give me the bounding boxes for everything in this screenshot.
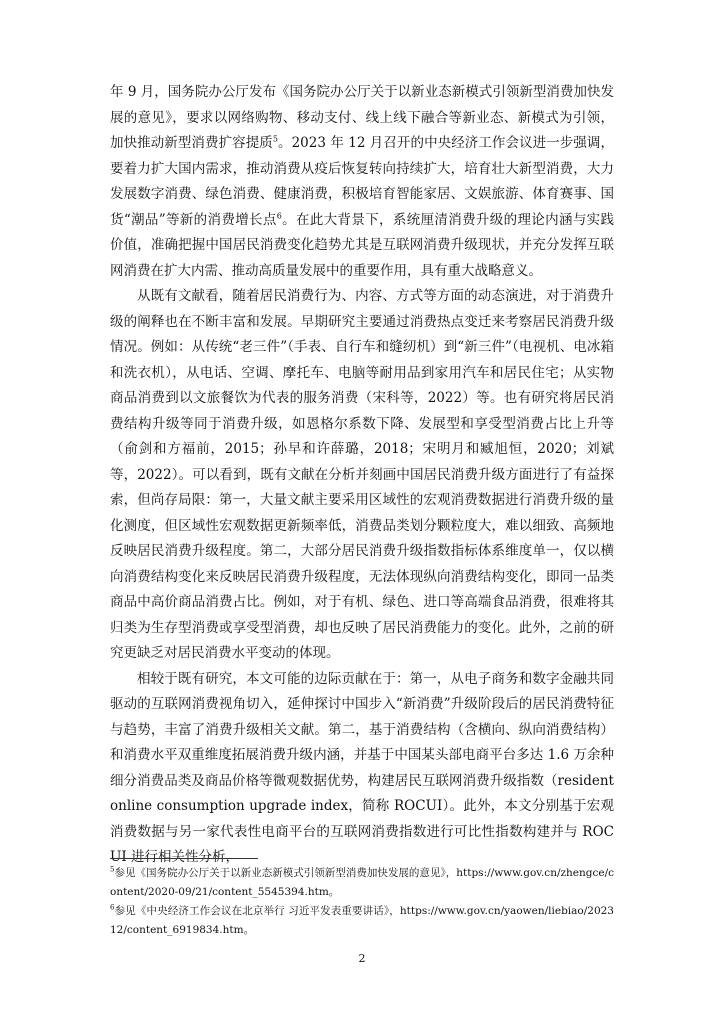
paragraph [110,284,614,667]
paragraph [110,80,614,284]
footnote-text: 参见《中央经济工作会议在北京举行 习近平发表重要讲话》，https://www.gov.cn/yaowen/liebiao/202312/content_6919834.htm。 [110,905,614,936]
paragraph-text: 从既有文献看，随着居民消费行为、内容、方式等方面的动态演进，对于消费升级的阐释也在不断丰富和发展。早期研究主要通过消费热点变迁来考察居民消费升级情况。例如：从传统“老三件”（手表、自行车和缝纫机）到“新三件”（电视机、电冰箱和洗衣机），从电话、空调、摩托车、电脑等耐用品到家用汽车和居民住宅；从实物商品消费到以文旅餐饮为代表的服务消费（宋科等，2022）等。也有研究将居民消费结构升级等同于消费升级，如恩格尔系数下降、发展型和享受型消费占比上升等（俞剑和方福前，2015；孙早和许薛璐，2018；宋明月和臧旭恒，2020；刘斌等，2022）。可以看到，既有文献在分析并刻画中国居民消费升级方面进行了有益探索，但尚存局限：第一，大量文献主要采用区域性的宏观消费数据进行消费升级的量化测度，但区域性宏观数据更新频率低，消费品类划分颗粒度大，难以细致、高频地反映居民消费升级程度。第二，大部分居民消费升级指数指标体系维度单一，仅以横向消费结构变化来反映居民消费升级程度，无法体现纵向消费结构变化，即同一品类商品中高价商品消费占比。例如，对于有机、绿色、进口等高端食品消费，很难将其归类为生存型消费或享受型消费，却也反映了居民消费能力的变化。此外，之前的研究更缺乏对居民消费水平变动的体现。 [110,288,614,661]
footnote-ref: 6 [276,211,282,220]
paragraph-text: 相较于既有研究，本文可能的边际贡献在于：第一，从电子商务和数字金融共同驱动的互联网消费视角切入，延伸探讨中国步入“新消费”升级阶段后的居民消费特征与趋势，丰富了消费升级相关文献。第二，基于消费结构（含横向、纵向消费结构）和消费水平双重维度拓展消费升级内涵，并基于中国某头部电商平台多达 1.6 万余种细分消费品类及商品价格等微观数据优势，构建居民互联网消费升级指数（resident online consumption upgrade index，简称 ROCUI）。此外，本文分别基于宏观消费数据与另一家代表性电商平台的互联网消费指数进行可比性指数构建并与 ROCUI 进行相关性分析， [110,670,614,865]
footnotes [110,864,614,940]
footnote [110,864,614,902]
paragraph-text: 。在此大背景下，系统厘清消费升级的理论内涵与实践价值，准确把握中国居民消费变化趋势尤其是互联网消费升级现状，并充分发挥互联网消费在扩大内需、推动高质量发展中的重要作用，具有重大战略意义。 [110,211,614,279]
footnote-number: 6 [110,903,115,912]
footnote [110,902,614,940]
footnote-number: 5 [110,865,115,874]
paragraph-text: 年 9 月，国务院办公厅发布《国务院办公厅关于以新业态新模式引领新型消费加快发展的意见》，要求以网络购物、移动支付、线上线下融合等新业态、新模式为引领，加快推动新型消费扩容提质 [110,84,614,151]
footnote-divider [110,858,258,859]
paragraph [110,667,614,871]
footnote-text: 参见《国务院办公厅关于以新业态新模式引领新型消费加快发展的意见》，https://www.gov.cn/zhengce/content/2020-09/21/content_5545394.htm。 [110,867,614,898]
page-number: 2 [358,952,366,965]
body-text [110,80,614,871]
footnote-ref: 5 [272,134,278,144]
paragraph-text: 。2023 年 12 月召开的中央经济工作会议进一步强调，要着力扩大国内需求，推动消费从疫后恢复转向持续扩大，培育壮大新型消费，大力发展数字消费、绿色消费、健康消费，积极培育智能家居、文娱旅游、体育赛事、国货“潮品”等新的消费增长点 [110,135,614,228]
